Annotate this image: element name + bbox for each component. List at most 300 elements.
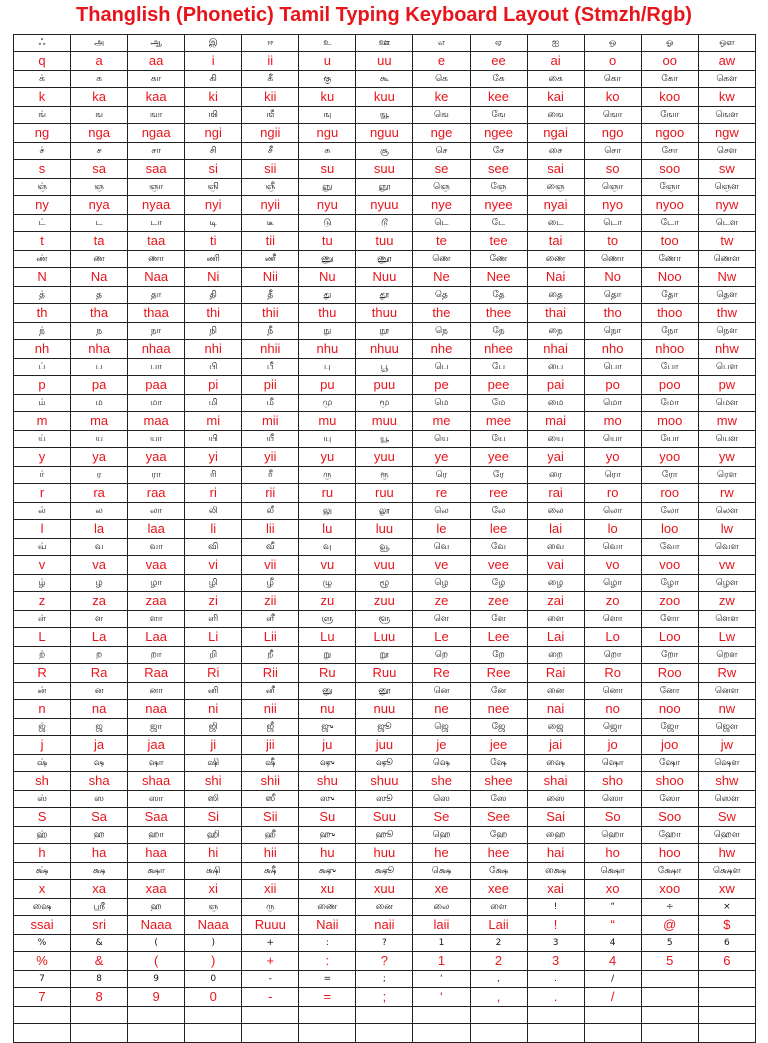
tamil-character-cell: பொ xyxy=(584,359,641,376)
phonetic-key-cell: zu xyxy=(299,592,356,611)
phonetic-key-cell: nye xyxy=(413,196,470,215)
phonetic-key-cell: No xyxy=(584,268,641,287)
tamil-character-cell: ஙோ xyxy=(641,107,698,124)
phonetic-key-cell xyxy=(356,1024,413,1043)
tamil-character-cell: ளை xyxy=(470,899,527,916)
phonetic-key-cell xyxy=(470,1024,527,1043)
phonetic-key-cell: 1 xyxy=(413,952,470,971)
phonetic-key-cell: rai xyxy=(527,484,584,503)
tamil-character-cell: ஸோ xyxy=(641,791,698,808)
tamil-character-cell: னா xyxy=(128,683,185,700)
phonetic-key-cell: nai xyxy=(527,700,584,719)
phonetic-key-cell: jw xyxy=(698,736,755,755)
phonetic-key-cell: yo xyxy=(584,448,641,467)
tamil-character-cell: ஷ் xyxy=(14,755,71,772)
tamil-character-cell: வி xyxy=(185,539,242,556)
tamil-character-cell: ழோ xyxy=(641,575,698,592)
tamil-character-cell: ளே xyxy=(470,611,527,628)
tamil-character-cell: ளோ xyxy=(641,611,698,628)
tamil-character-cell: ழை xyxy=(527,575,584,592)
phonetic-key-cell: ngii xyxy=(242,124,299,143)
tamil-character-cell: ரூ xyxy=(356,467,413,484)
phonetic-key-cell: nhee xyxy=(470,340,527,359)
phonetic-key-cell: lw xyxy=(698,520,755,539)
phonetic-key-cell: mi xyxy=(185,412,242,431)
tamil-character-cell: ஙா xyxy=(128,107,185,124)
tamil-character-cell: ரு xyxy=(299,467,356,484)
tamil-character-cell: ரு xyxy=(242,899,299,916)
phonetic-key-cell: Si xyxy=(185,808,242,827)
tamil-character-cell: ; xyxy=(356,971,413,988)
tamil-character-cell: ஷே xyxy=(470,755,527,772)
phonetic-key-cell: R xyxy=(14,664,71,683)
tamil-character-cell: ஷூ xyxy=(356,755,413,772)
phonetic-key-cell: tha xyxy=(71,304,128,323)
phonetic-key-cell: Lii xyxy=(242,628,299,647)
phonetic-key-cell: lii xyxy=(242,520,299,539)
phonetic-key-cell: ; xyxy=(356,988,413,1007)
phonetic-key-cell: tw xyxy=(698,232,755,251)
tamil-character-cell: டெ xyxy=(413,215,470,232)
tamil-character-cell: பா xyxy=(128,359,185,376)
phonetic-key-cell: he xyxy=(413,844,470,863)
phonetic-key-cell: nhu xyxy=(299,340,356,359)
phonetic-key-cell: zo xyxy=(584,592,641,611)
phonetic-key-cell: hu xyxy=(299,844,356,863)
tamil-character-cell: . xyxy=(527,971,584,988)
phonetic-key-cell: hoo xyxy=(641,844,698,863)
tamil-character-cell: ஷெ xyxy=(413,755,470,772)
tamil-character-cell: வ் xyxy=(14,539,71,556)
phonetic-key-cell: nyoo xyxy=(641,196,698,215)
tamil-character-cell: ஙூ xyxy=(356,107,413,124)
phonetic-key-cell: nyuu xyxy=(356,196,413,215)
phonetic-key-cell: sa xyxy=(71,160,128,179)
phonetic-key-cell: nho xyxy=(584,340,641,359)
tamil-character-cell: ஸௌ xyxy=(698,791,755,808)
phonetic-key-cell: ngee xyxy=(470,124,527,143)
phonetic-key-cell: poo xyxy=(641,376,698,395)
tamil-character-cell: ரா xyxy=(128,467,185,484)
phonetic-key-cell: Nw xyxy=(698,268,755,287)
phonetic-key-cell: mw xyxy=(698,412,755,431)
tamil-character-cell: ஸே xyxy=(470,791,527,808)
phonetic-key-row xyxy=(14,196,756,215)
phonetic-key-cell: ka xyxy=(71,88,128,107)
tamil-character-cell: லெ xyxy=(413,503,470,520)
phonetic-key-cell: ( xyxy=(128,952,185,971)
tamil-character-cell: ணி xyxy=(185,251,242,268)
tamil-character-row xyxy=(14,755,756,772)
phonetic-key-row xyxy=(14,340,756,359)
phonetic-key-cell: see xyxy=(470,160,527,179)
tamil-character-cell: ஷௌ xyxy=(698,755,755,772)
tamil-character-cell: னி xyxy=(185,683,242,700)
phonetic-key-cell: ki xyxy=(185,88,242,107)
phonetic-key-cell: hi xyxy=(185,844,242,863)
tamil-character-row xyxy=(14,323,756,340)
phonetic-key-cell: Nuu xyxy=(356,268,413,287)
tamil-character-cell: டா xyxy=(128,215,185,232)
tamil-character-cell: ரௌ xyxy=(698,467,755,484)
phonetic-key-cell: nge xyxy=(413,124,470,143)
phonetic-key-cell: zi xyxy=(185,592,242,611)
tamil-character-cell xyxy=(299,1007,356,1024)
tamil-character-cell: றௌ xyxy=(698,647,755,664)
phonetic-key-cell: ze xyxy=(413,592,470,611)
phonetic-key-cell: thu xyxy=(299,304,356,323)
phonetic-key-cell: shai xyxy=(527,772,584,791)
tamil-character-cell: ஙு xyxy=(299,107,356,124)
phonetic-key-cell: ma xyxy=(71,412,128,431)
tamil-character-cell: ஜொ xyxy=(584,719,641,736)
tamil-character-cell: டோ xyxy=(641,215,698,232)
tamil-character-cell: டை xyxy=(527,215,584,232)
tamil-character-cell: ஹே xyxy=(470,827,527,844)
phonetic-key-cell: jee xyxy=(470,736,527,755)
phonetic-key-cell: nyu xyxy=(299,196,356,215)
tamil-character-row xyxy=(14,467,756,484)
tamil-character-cell: டே xyxy=(470,215,527,232)
tamil-character-cell: லை xyxy=(527,503,584,520)
phonetic-key-cell: soo xyxy=(641,160,698,179)
phonetic-key-cell: @ xyxy=(641,916,698,935)
tamil-character-cell: எ xyxy=(413,35,470,52)
phonetic-key-cell: the xyxy=(413,304,470,323)
phonetic-key-cell xyxy=(242,1024,299,1043)
tamil-character-cell: 7 xyxy=(14,971,71,988)
tamil-character-row xyxy=(14,647,756,664)
tamil-character-cell: ச் xyxy=(14,143,71,160)
tamil-character-cell: சீ xyxy=(242,143,299,160)
phonetic-key-cell: ta xyxy=(71,232,128,251)
phonetic-key-cell: shuu xyxy=(356,772,413,791)
phonetic-key-cell: $ xyxy=(698,916,755,935)
tamil-character-cell: றெ xyxy=(413,647,470,664)
tamil-character-cell: ஸ xyxy=(71,791,128,808)
tamil-character-cell: நா xyxy=(128,323,185,340)
tamil-character-cell: ஏ xyxy=(470,35,527,52)
phonetic-key-cell: nee xyxy=(470,700,527,719)
phonetic-key-cell: nhoo xyxy=(641,340,698,359)
phonetic-key-cell: ngu xyxy=(299,124,356,143)
phonetic-key-cell: yoo xyxy=(641,448,698,467)
phonetic-key-cell: li xyxy=(185,520,242,539)
phonetic-key-cell: re xyxy=(413,484,470,503)
phonetic-key-cell: xi xyxy=(185,880,242,899)
phonetic-key-cell: Laii xyxy=(470,916,527,935)
phonetic-key-cell: 9 xyxy=(128,988,185,1007)
tamil-character-cell: மே xyxy=(470,395,527,412)
tamil-character-cell: னூ xyxy=(356,683,413,700)
tamil-character-cell: ஸூ xyxy=(356,791,413,808)
tamil-character-cell: 1 xyxy=(413,935,470,952)
tamil-character-cell: சொ xyxy=(584,143,641,160)
phonetic-key-cell: z xyxy=(14,592,71,611)
phonetic-key-cell: kuu xyxy=(356,88,413,107)
tamil-character-cell: றி xyxy=(185,647,242,664)
phonetic-key-cell: ji xyxy=(185,736,242,755)
tamil-character-cell: ஐ xyxy=(527,35,584,52)
phonetic-key-cell: yii xyxy=(242,448,299,467)
tamil-character-cell: ழூ xyxy=(356,575,413,592)
phonetic-key-cell: . xyxy=(527,988,584,1007)
tamil-character-cell: ஔ xyxy=(698,35,755,52)
tamil-character-cell: றா xyxy=(128,647,185,664)
tamil-character-cell xyxy=(698,1007,755,1024)
tamil-character-cell: சோ xyxy=(641,143,698,160)
phonetic-key-cell: nhaa xyxy=(128,340,185,359)
tamil-character-cell: த் xyxy=(14,287,71,304)
phonetic-key-cell: xw xyxy=(698,880,755,899)
phonetic-key-cell: e xyxy=(413,52,470,71)
phonetic-key-cell: uu xyxy=(356,52,413,71)
tamil-character-cell: ணை xyxy=(299,899,356,916)
phonetic-key-cell: su xyxy=(299,160,356,179)
tamil-character-cell: சை xyxy=(527,143,584,160)
phonetic-key-cell: tee xyxy=(470,232,527,251)
phonetic-key-cell: jii xyxy=(242,736,299,755)
phonetic-key-cell: mo xyxy=(584,412,641,431)
page-title: Thanglish (Phonetic) Tamil Typing Keyboard Layout (Stmzh/Rgb) xyxy=(76,4,692,26)
phonetic-key-cell: nu xyxy=(299,700,356,719)
tamil-character-cell: சு xyxy=(299,143,356,160)
phonetic-key-cell: zaa xyxy=(128,592,185,611)
tamil-character-row xyxy=(14,539,756,556)
phonetic-key-cell: sai xyxy=(527,160,584,179)
phonetic-key-cell: Sa xyxy=(71,808,128,827)
phonetic-key-cell: yaa xyxy=(128,448,185,467)
tamil-character-cell: லோ xyxy=(641,503,698,520)
phonetic-key-cell: Re xyxy=(413,664,470,683)
phonetic-key-cell: Sai xyxy=(527,808,584,827)
tamil-character-cell: னெ xyxy=(413,683,470,700)
phonetic-key-cell: va xyxy=(71,556,128,575)
tamil-character-cell: / xyxy=(584,971,641,988)
tamil-character-cell: ம xyxy=(71,395,128,412)
tamil-character-cell: & xyxy=(71,935,128,952)
tamil-character-cell: ளௌ xyxy=(698,611,755,628)
tamil-character-row xyxy=(14,251,756,268)
tamil-character-cell: க்ஷோ xyxy=(641,863,698,880)
tamil-character-row xyxy=(14,395,756,412)
tamil-character-row xyxy=(14,971,756,988)
tamil-character-cell: க்ஷே xyxy=(470,863,527,880)
phonetic-key-row xyxy=(14,448,756,467)
phonetic-key-cell: ngw xyxy=(698,124,755,143)
tamil-character-cell: ஜூ xyxy=(356,719,413,736)
phonetic-key-cell: lo xyxy=(584,520,641,539)
phonetic-key-cell: nii xyxy=(242,700,299,719)
tamil-character-cell: ஜு xyxy=(299,719,356,736)
phonetic-key-cell: k xyxy=(14,88,71,107)
tamil-character-cell: ரீ xyxy=(242,467,299,484)
phonetic-key-cell: ree xyxy=(470,484,527,503)
tamil-character-cell: நௌ xyxy=(698,323,755,340)
tamil-character-cell: றூ xyxy=(356,647,413,664)
tamil-character-cell: சி xyxy=(185,143,242,160)
phonetic-key-cell: kii xyxy=(242,88,299,107)
phonetic-key-cell: tii xyxy=(242,232,299,251)
phonetic-key-cell: po xyxy=(584,376,641,395)
tamil-character-cell: சே xyxy=(470,143,527,160)
tamil-character-cell: யா xyxy=(128,431,185,448)
phonetic-key-cell: pe xyxy=(413,376,470,395)
tamil-character-cell: னொ xyxy=(584,683,641,700)
phonetic-key-cell: xo xyxy=(584,880,641,899)
phonetic-key-cell: te xyxy=(413,232,470,251)
tamil-character-cell: ரெ xyxy=(413,467,470,484)
tamil-character-cell: ணொ xyxy=(584,251,641,268)
phonetic-key-row xyxy=(14,376,756,395)
phonetic-key-cell: hee xyxy=(470,844,527,863)
phonetic-key-cell: ngi xyxy=(185,124,242,143)
tamil-character-cell: சா xyxy=(128,143,185,160)
tamil-character-cell: க்ஷௌ xyxy=(698,863,755,880)
phonetic-key-cell: vu xyxy=(299,556,356,575)
tamil-character-row xyxy=(14,179,756,196)
tamil-character-cell: ஹை xyxy=(527,827,584,844)
tamil-character-cell: ÷ xyxy=(641,899,698,916)
phonetic-key-cell: xu xyxy=(299,880,356,899)
phonetic-key-cell: hai xyxy=(527,844,584,863)
tamil-character-cell: ப xyxy=(71,359,128,376)
tamil-character-cell: மீ xyxy=(242,395,299,412)
tamil-character-cell: ஓ xyxy=(641,35,698,52)
phonetic-key-cell: Naaa xyxy=(185,916,242,935)
phonetic-key-cell: Naaa xyxy=(128,916,185,935)
tamil-character-cell: ஹொ xyxy=(584,827,641,844)
phonetic-key-cell: Soo xyxy=(641,808,698,827)
phonetic-key-row xyxy=(14,124,756,143)
phonetic-key-cell: ! xyxy=(527,916,584,935)
tamil-character-cell: ஸொ xyxy=(584,791,641,808)
tamil-character-cell: ணா xyxy=(128,251,185,268)
phonetic-key-cell: laii xyxy=(413,916,470,935)
phonetic-key-cell: m xyxy=(14,412,71,431)
phonetic-key-cell: ya xyxy=(71,448,128,467)
tamil-character-cell: ஜௌ xyxy=(698,719,755,736)
phonetic-key-row xyxy=(14,844,756,863)
phonetic-key-cell: nhw xyxy=(698,340,755,359)
phonetic-key-cell: La xyxy=(71,628,128,647)
phonetic-key-row xyxy=(14,304,756,323)
tamil-character-cell: ழ xyxy=(71,575,128,592)
phonetic-key-cell: pii xyxy=(242,376,299,395)
tamil-character-cell: 9 xyxy=(128,971,185,988)
tamil-character-cell xyxy=(641,971,698,988)
phonetic-key-cell: ku xyxy=(299,88,356,107)
phonetic-key-cell: Naii xyxy=(299,916,356,935)
tamil-character-cell: ந xyxy=(71,323,128,340)
phonetic-key-cell: sii xyxy=(242,160,299,179)
tamil-character-cell: ஞே xyxy=(470,179,527,196)
phonetic-key-cell: tu xyxy=(299,232,356,251)
tamil-character-cell: ஸை xyxy=(527,791,584,808)
phonetic-key-cell: Sw xyxy=(698,808,755,827)
phonetic-key-cell: sw xyxy=(698,160,755,179)
tamil-character-cell: மோ xyxy=(641,395,698,412)
tamil-character-cell: ஷி xyxy=(185,755,242,772)
phonetic-key-cell: mee xyxy=(470,412,527,431)
tamil-character-cell: வா xyxy=(128,539,185,556)
tamil-character-row xyxy=(14,503,756,520)
phonetic-key-cell: ngoo xyxy=(641,124,698,143)
phonetic-key-cell: = xyxy=(299,988,356,1007)
phonetic-key-cell: sh xyxy=(14,772,71,791)
tamil-character-cell: யூ xyxy=(356,431,413,448)
tamil-character-cell: ( xyxy=(128,935,185,952)
phonetic-key-cell: a xyxy=(71,52,128,71)
phonetic-key-cell: Raa xyxy=(128,664,185,683)
tamil-character-row xyxy=(14,431,756,448)
tamil-character-cell: லை xyxy=(413,899,470,916)
tamil-character-cell: ஹெ xyxy=(413,827,470,844)
tamil-character-cell: ங் xyxy=(14,107,71,124)
tamil-character-cell xyxy=(356,1007,413,1024)
phonetic-key-cell: xoo xyxy=(641,880,698,899)
tamil-character-cell: ளெ xyxy=(413,611,470,628)
phonetic-key-cell: nhai xyxy=(527,340,584,359)
phonetic-key-cell: ha xyxy=(71,844,128,863)
phonetic-key-cell: Ri xyxy=(185,664,242,683)
phonetic-key-row xyxy=(14,52,756,71)
phonetic-key-cell: j xyxy=(14,736,71,755)
tamil-character-cell: கெ xyxy=(413,71,470,88)
phonetic-key-cell: zuu xyxy=(356,592,413,611)
phonetic-key-cell: xe xyxy=(413,880,470,899)
phonetic-key-cell: thee xyxy=(470,304,527,323)
tamil-character-cell: க்ஷொ xyxy=(584,863,641,880)
phonetic-key-cell: ve xyxy=(413,556,470,575)
tamil-character-cell: ச xyxy=(71,143,128,160)
tamil-character-cell: மை xyxy=(527,395,584,412)
phonetic-key-cell xyxy=(14,1024,71,1043)
tamil-character-cell: % xyxy=(14,935,71,952)
phonetic-key-cell: ri xyxy=(185,484,242,503)
phonetic-key-cell: h xyxy=(14,844,71,863)
tamil-character-cell: டௌ xyxy=(698,215,755,232)
phonetic-key-cell: Na xyxy=(71,268,128,287)
tamil-character-cell: க்ஷு xyxy=(299,863,356,880)
phonetic-key-cell: vee xyxy=(470,556,527,575)
tamil-character-cell: மி xyxy=(185,395,242,412)
tamil-character-cell: ஞை xyxy=(527,179,584,196)
tamil-character-cell: ஜோ xyxy=(641,719,698,736)
tamil-character-cell: தி xyxy=(185,287,242,304)
tamil-character-cell: ர xyxy=(71,467,128,484)
tamil-character-cell: க்ஷீ xyxy=(242,863,299,880)
tamil-character-cell: றொ xyxy=(584,647,641,664)
tamil-character-cell: கோ xyxy=(641,71,698,88)
tamil-character-cell: கா xyxy=(128,71,185,88)
tamil-character-cell: நீ xyxy=(242,323,299,340)
phonetic-key-cell: Laa xyxy=(128,628,185,647)
phonetic-key-cell: 7 xyxy=(14,988,71,1007)
tamil-character-cell: ட xyxy=(71,215,128,232)
phonetic-key-cell: Nai xyxy=(527,268,584,287)
tamil-character-cell: ளி xyxy=(185,611,242,628)
tamil-character-cell: கௌ xyxy=(698,71,755,88)
phonetic-key-cell: zoo xyxy=(641,592,698,611)
tamil-character-cell: ள xyxy=(71,611,128,628)
phonetic-key-cell: haa xyxy=(128,844,185,863)
tamil-character-cell: 0 xyxy=(185,971,242,988)
tamil-character-cell: ண் xyxy=(14,251,71,268)
tamil-character-cell: ழி xyxy=(185,575,242,592)
tamil-character-row xyxy=(14,683,756,700)
phonetic-key-cell: oo xyxy=(641,52,698,71)
